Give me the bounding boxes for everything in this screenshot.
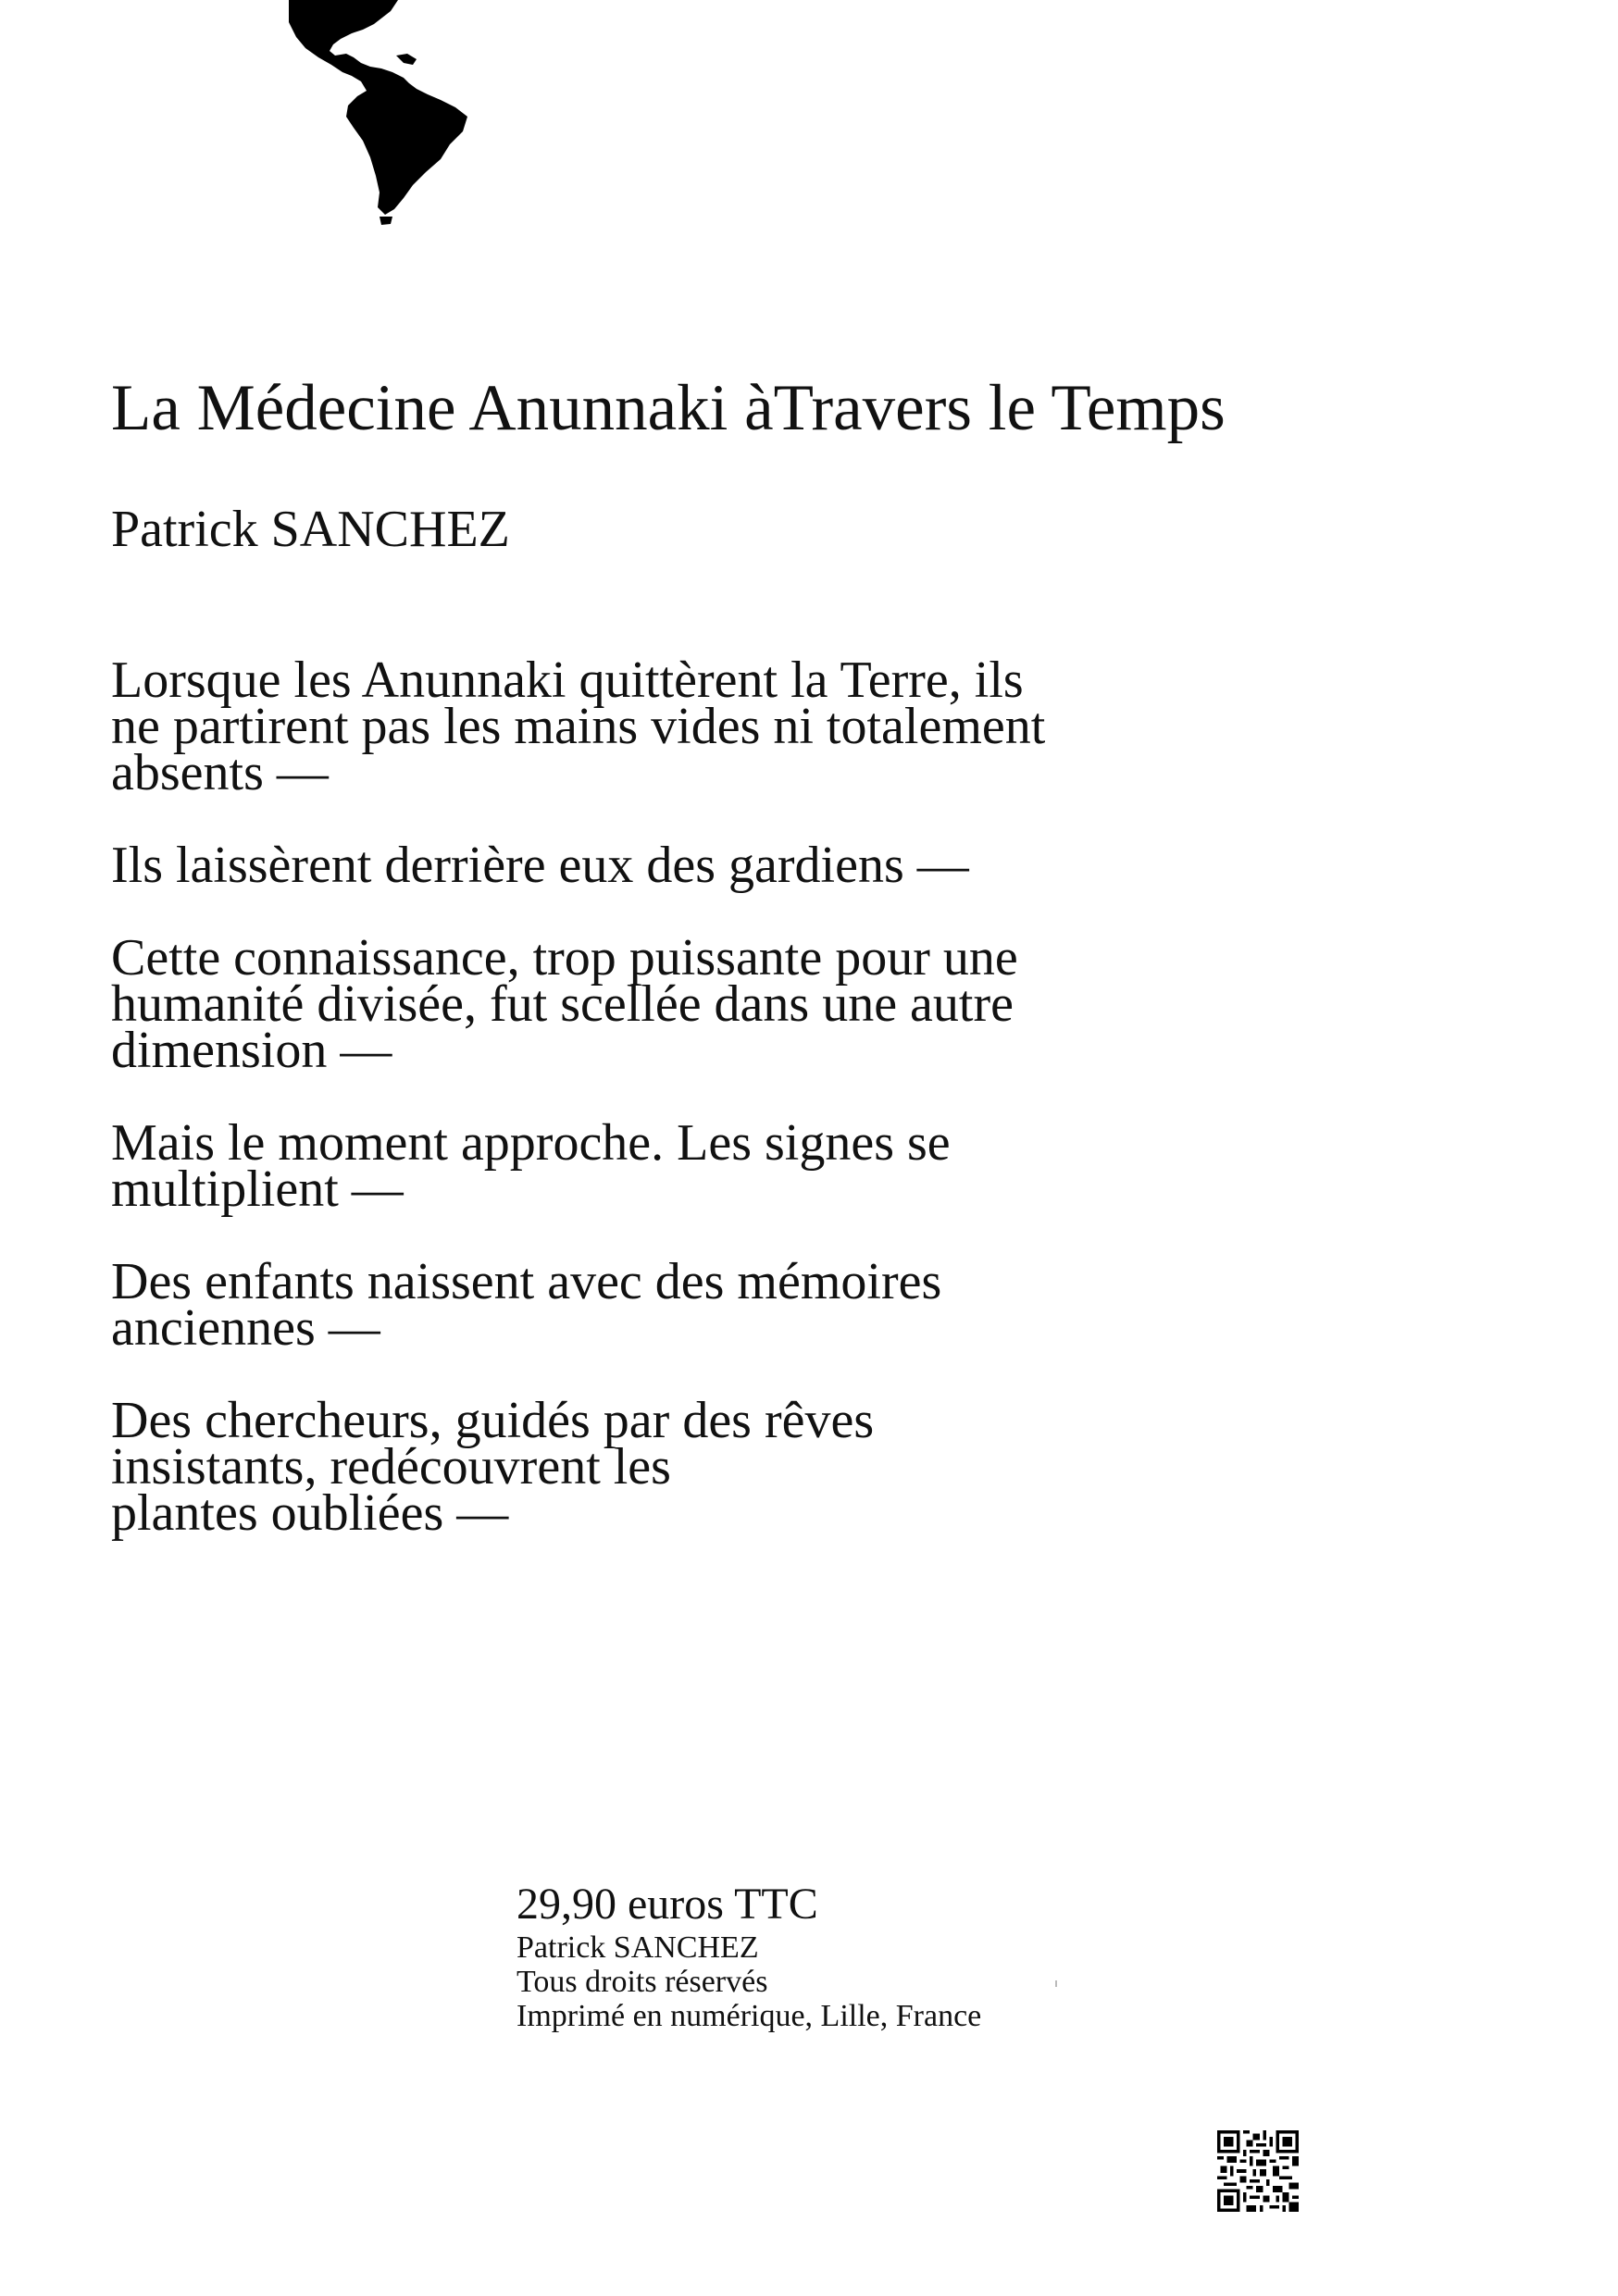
imprint-author: Patrick SANCHEZ — [517, 1930, 759, 1965]
blurb-paragraph: Cette connaissance, trop puissante pour une humanité divisée, fut scellée dans une autre dimension — — [111, 929, 1018, 1079]
print-speck — [1055, 1980, 1057, 1987]
price-label: 29,90 euros TTC — [517, 1880, 818, 1929]
book-author: Patrick SANCHEZ — [111, 501, 510, 558]
book-title: La Médecine Anunnaki àTravers le Temps — [111, 372, 1226, 444]
blurb-paragraph: Des chercheurs, guidés par des rêves insistants, redécouvrent les plantes oubliées — — [111, 1392, 875, 1542]
blurb-paragraph: Mais le moment approche. Les signes se multiplient — — [111, 1114, 951, 1218]
blurb-paragraph: Lorsque les Anunnaki quittèrent la Terre, ils ne partirent pas les mains vides ni totalement absents — — [111, 652, 1046, 801]
printing-notice: Imprimé en numérique, Lille, France — [517, 1999, 982, 2033]
americas-map-icon — [278, 0, 481, 227]
imprint-block — [517, 1879, 1072, 2033]
blurb-paragraph: Ils laissèrent derrière eux des gardiens — — [111, 837, 969, 894]
qr-code-icon — [1217, 2130, 1299, 2212]
blurb-paragraph: Des enfants naissent avec des mémoires anciennes — — [111, 1253, 942, 1357]
blurb-text — [111, 652, 1277, 1582]
rights-notice: Tous droits réservés — [517, 1965, 768, 1999]
